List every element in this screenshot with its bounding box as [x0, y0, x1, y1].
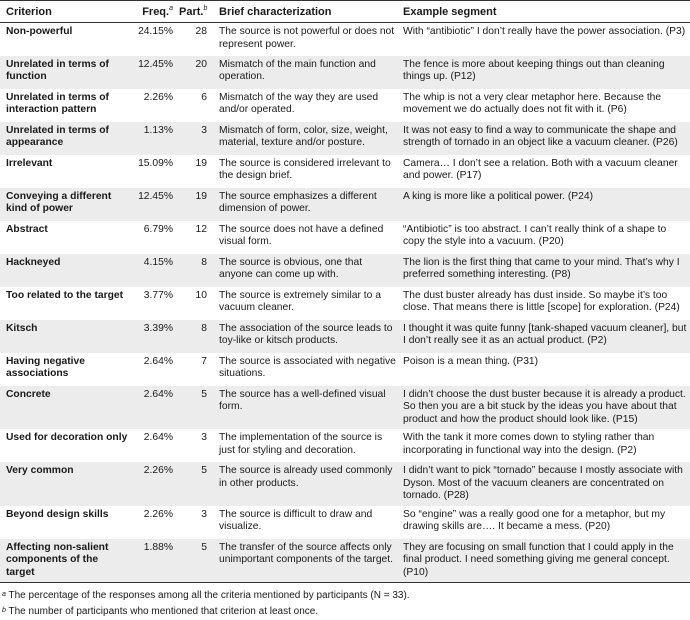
cell-frequency: 3.77%	[143, 289, 173, 301]
cell-participants: 28	[195, 26, 207, 37]
cell-brief-characterization: The association of the source leads to toy-like or kitsch products.	[219, 322, 393, 346]
cell-brief-characterization: The source is associated with negative situations.	[219, 355, 396, 379]
cell-frequency: 4.15%	[143, 256, 173, 268]
header-example-label: Example segment	[403, 5, 497, 18]
cell-brief-characterization: Mismatch of the way they are used and/or operated.	[219, 91, 379, 115]
cell-frequency: 2.26%	[143, 508, 173, 520]
header-brief-label: Brief characterization	[219, 5, 332, 18]
footnote-b	[0, 604, 690, 620]
cell-example-segment: Camera… I don’t see a relation. Both with a vacuum cleaner and power. (P17)	[403, 157, 678, 181]
header-part	[179, 1, 213, 23]
cell-frequency: 2.26%	[143, 91, 173, 103]
header-criterion	[0, 1, 129, 23]
table-body	[0, 23, 690, 583]
cell-brief-characterization: The source does not have a defined visual form.	[219, 223, 384, 247]
cell-criterion: Beyond design skills	[6, 508, 109, 520]
cell-criterion: Concrete	[6, 388, 51, 400]
cell-participants: 8	[201, 256, 207, 268]
cell-criterion: Conveying a different kind of power	[6, 190, 112, 214]
cell-brief-characterization: The source is difficult to draw and visualize.	[219, 508, 373, 532]
cell-criterion: Unrelated in terms of appearance	[6, 124, 109, 148]
table-row	[0, 353, 690, 386]
cell-frequency: 3.39%	[143, 322, 173, 334]
cell-example-segment: I thought it was quite funny [tank-shaped vacuum cleaner], but I don’t really see it as an actual product. (P2)	[403, 322, 687, 346]
footnote-a-mark: a	[2, 591, 6, 598]
cell-brief-characterization: The source is considered irrelevant to the design brief.	[219, 157, 391, 181]
cell-frequency: 1.88%	[143, 541, 173, 553]
footnote-a-text: The percentage of the responses among all the criteria mentioned by participants (N = 33).	[8, 590, 410, 601]
cell-frequency: 24.15%	[138, 26, 173, 37]
cell-participants: 8	[201, 322, 207, 334]
cell-frequency: 12.45%	[138, 190, 173, 202]
cell-criterion: Affecting non-salient components of the target	[6, 541, 109, 578]
header-freq	[129, 1, 179, 23]
cell-criterion: Unrelated in terms of interaction pattern	[6, 91, 109, 115]
cell-frequency: 6.79%	[143, 223, 173, 235]
cell-brief-characterization: The source is extremely similar to a vacuum cleaner.	[219, 289, 381, 313]
header-example	[397, 1, 690, 23]
cell-frequency: 1.13%	[143, 124, 173, 136]
cell-brief-characterization: The source emphasizes a different dimension of power.	[219, 190, 377, 214]
footnote-mark-b: b	[203, 4, 208, 12]
footnote-b-text: The number of participants who mentioned that criterion at least once.	[8, 606, 319, 617]
header-criterion-label: Criterion	[6, 5, 52, 18]
table-row	[0, 122, 690, 155]
table-header	[0, 1, 690, 23]
cell-example-segment: I didn’t want to pick “tornado” because I mostly associate with Dyson. Most of the vacuum cleaners are concentrated on tornado. (P28)	[403, 465, 683, 501]
table-row	[0, 429, 690, 462]
cell-brief-characterization: The source is not powerful or does not represent power.	[219, 26, 395, 50]
cell-criterion: Kitsch	[6, 322, 38, 334]
table-row	[0, 320, 690, 353]
table-row	[0, 462, 690, 506]
table-row	[0, 188, 690, 221]
cell-participants: 10	[195, 289, 207, 301]
footnote-a	[0, 588, 690, 604]
cell-participants: 6	[201, 91, 207, 103]
cell-example-segment: The dust buster already has dust inside. So maybe it’s too close. That means there is little [scope] for exploration. (P24)	[403, 289, 680, 313]
header-brief	[213, 1, 397, 23]
cell-criterion: Too related to the target	[6, 289, 124, 301]
cell-participants: 20	[195, 58, 207, 70]
cell-example-segment: With the tank it more comes down to styling rather than incorporating in functional way into the design. (P2)	[403, 432, 655, 456]
cell-criterion: Unrelated in terms of function	[6, 58, 109, 82]
cell-example-segment: The fence is more about keeping things out than cleaning things up. (P12)	[403, 58, 665, 82]
cell-criterion: Used for decoration only	[6, 432, 128, 443]
cell-frequency: 2.26%	[143, 465, 173, 476]
cell-criterion: Hackneyed	[6, 256, 61, 268]
cell-participants: 19	[195, 157, 207, 169]
cell-participants: 3	[201, 508, 207, 520]
cell-brief-characterization: Mismatch of form, color, size, weight, material, texture and/or posture.	[219, 124, 388, 148]
table-row	[0, 155, 690, 188]
cell-brief-characterization: The transfer of the source affects only unimportant components of the target.	[219, 541, 394, 565]
cell-participants: 12	[195, 223, 207, 235]
cell-example-segment: The lion is the first thing that came to your mind. That’s why I preferred something interesting. (P8)	[403, 256, 680, 280]
cell-brief-characterization: The source is obvious, one that anyone can come up with.	[219, 256, 363, 280]
cell-example-segment: I didn’t choose the dust buster because it is already a product. So then you are a bit stuck by the ideas you have about that product and how the product should look like. (P15)	[403, 388, 686, 425]
cell-frequency: 12.45%	[138, 58, 173, 70]
cell-example-segment: Poison is a mean thing. (P31)	[403, 355, 539, 367]
cell-brief-characterization: Mismatch of the main function and operation.	[219, 58, 376, 82]
table-row	[0, 506, 690, 539]
cell-participants: 3	[201, 124, 207, 136]
cell-example-segment: It was not easy to find a way to communicate the shape and strength of tornado in an object like a vacuum cleaner. (P26)	[403, 124, 678, 148]
table-row	[0, 386, 690, 430]
table-row	[0, 539, 690, 583]
cell-participants: 3	[201, 432, 207, 443]
cell-brief-characterization: The source is already used commonly in other products.	[219, 465, 393, 489]
footnote-mark-a: a	[169, 4, 173, 12]
cell-criterion: Abstract	[6, 223, 48, 235]
cell-example-segment: So “engine” was a really good one for a metaphor, but my drawing skills are…. It became a mess. (P20)	[403, 508, 666, 532]
cell-frequency: 15.09%	[138, 157, 173, 169]
table-row	[0, 221, 690, 254]
header-part-label: Part.	[179, 5, 204, 18]
table-row	[0, 89, 690, 122]
cell-frequency: 2.64%	[143, 432, 173, 443]
cell-criterion: Non-powerful	[6, 26, 73, 37]
table-row	[0, 56, 690, 89]
table-footnotes	[0, 588, 690, 620]
footnote-b-mark: b	[2, 607, 6, 614]
cell-participants: 5	[201, 388, 207, 400]
cell-participants: 5	[201, 541, 207, 553]
cell-criterion: Very common	[6, 465, 74, 476]
cell-brief-characterization: The implementation of the source is just for styling and decoration.	[219, 432, 383, 456]
cell-criterion: Irrelevant	[6, 157, 53, 169]
cell-example-segment: They are focusing on small function that I could apply in the final product. I need something giving me general concept. (P10)	[403, 541, 674, 578]
header-row	[0, 1, 690, 23]
cell-participants: 5	[201, 465, 207, 476]
cell-brief-characterization: The source has a well-defined visual form.	[219, 388, 386, 412]
cell-example-segment: “Antibiotic” is too abstract. I can’t really think of a shape to copy the style into a vacuum. (P20)	[403, 223, 667, 247]
cell-participants: 19	[195, 190, 207, 202]
cell-participants: 7	[201, 355, 207, 367]
table-row	[0, 23, 690, 56]
table-row	[0, 287, 690, 320]
cell-criterion: Having negative associations	[6, 355, 85, 379]
cell-example-segment: A king is more like a political power. (P24)	[403, 190, 594, 202]
cell-example-segment: The whip is not a very clear metaphor here. Because the movement we do actually does not fit with it. (P6)	[403, 91, 662, 115]
cell-frequency: 2.64%	[143, 388, 173, 400]
cell-frequency: 2.64%	[143, 355, 173, 367]
cell-example-segment: With “antibiotic” I don’t really have the power association. (P3)	[403, 26, 686, 37]
header-freq-label: Freq.	[142, 5, 170, 18]
table-row	[0, 254, 690, 287]
